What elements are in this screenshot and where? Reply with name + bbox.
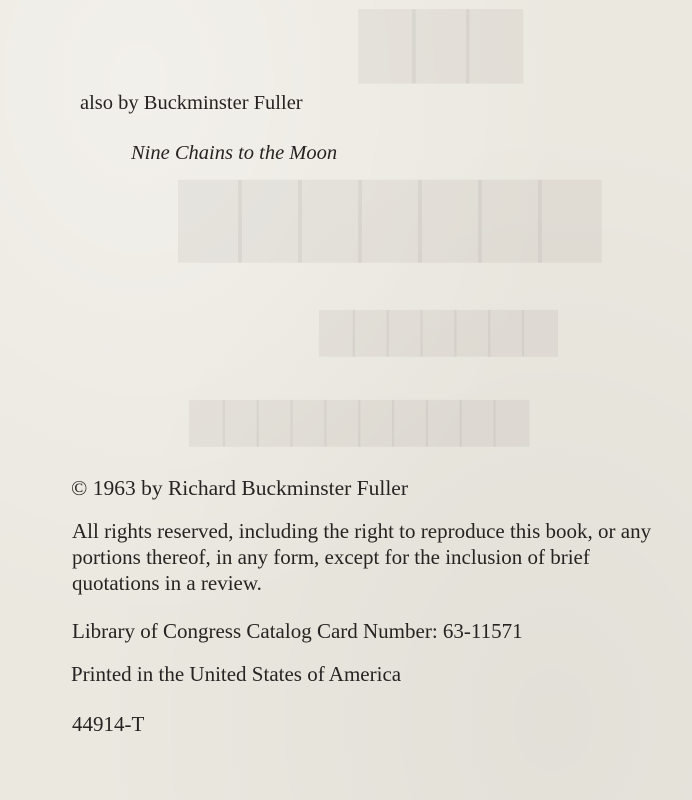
copyright-line: © 1963 by Richard Buckminster Fuller <box>71 476 408 500</box>
show-through-mark: ▇▇▇▇▇▇▇▇▇▇ <box>190 396 529 445</box>
show-through-mark: ▇▇▇ <box>360 2 522 80</box>
printed-in-line: Printed in the United States of America <box>71 662 402 686</box>
also-by-heading: also by Buckminster Fuller <box>80 92 303 114</box>
rights-statement: All rights reserved, including the right to reproduce this book, or any portions thereof, in any form, except for the inclusion of brief quotations in a review. <box>72 519 652 595</box>
show-through-mark: ▇▇▇▇▇▇▇ <box>320 306 557 355</box>
book-code: 44914-T <box>72 712 145 736</box>
other-book-title: Nine Chains to the Moon <box>131 142 338 164</box>
show-through-mark: ▇▇▇▇▇▇▇ <box>180 171 600 259</box>
catalog-card-number: Library of Congress Catalog Card Number: 63-11571 <box>72 619 523 643</box>
